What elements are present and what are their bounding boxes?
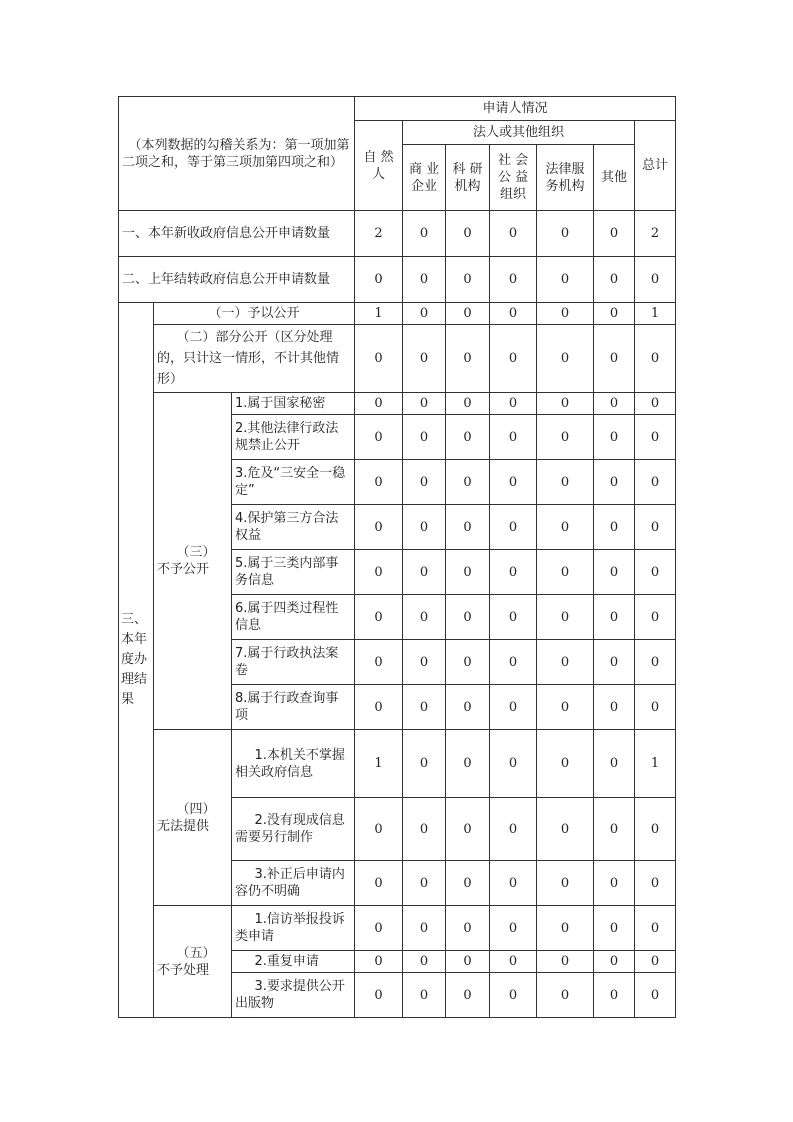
cell-value: 0 [490,257,537,303]
cell-value: 0 [403,505,446,550]
cell-value: 0 [446,550,490,595]
cell-value: 0 [403,640,446,685]
cell-value: 0 [446,861,490,906]
no-process-group-label: （五）不予处理 [154,906,232,1018]
cell-value: 0 [355,550,403,595]
cell-value: 0 [594,973,635,1018]
cell-value: 0 [355,325,403,393]
cell-value: 0 [403,730,446,798]
cell-value: 0 [594,951,635,973]
cell-value: 0 [594,730,635,798]
cell-value: 0 [355,505,403,550]
cell-value: 0 [490,973,537,1018]
col-natural-person: 自 然 人 [355,121,403,211]
cell-value: 0 [403,906,446,951]
cell-value: 0 [594,861,635,906]
cell-value: 0 [490,730,537,798]
not-open-group-label: （三）不予公开 [154,393,232,730]
cell-value: 0 [594,303,635,325]
cell-value: 0 [594,906,635,951]
cell-value: 0 [355,906,403,951]
cell-value: 0 [537,211,594,257]
cell-value: 0 [403,460,446,505]
cell-value: 0 [446,906,490,951]
cell-value: 0 [594,595,635,640]
cell-value: 0 [594,685,635,730]
cell-value: 0 [490,595,537,640]
row-label: （二）部分公开（区分处理的，只计这一情形，不计其他情形） [154,325,355,393]
cell-value: 0 [490,325,537,393]
cell-value: 0 [403,595,446,640]
relation-note: （本列数据的勾稽关系为：第一项加第二项之和，等于第三项加第四项之和） [119,97,355,211]
cell-value: 1 [635,303,676,325]
cell-value: 0 [594,415,635,460]
cell-value: 0 [594,550,635,595]
cell-value: 0 [635,685,676,730]
cell-value: 0 [537,730,594,798]
cell-value: 0 [355,685,403,730]
cell-value: 0 [446,973,490,1018]
cell-value: 0 [537,798,594,861]
cell-value: 0 [537,595,594,640]
cell-value: 0 [446,325,490,393]
cell-value: 0 [355,973,403,1018]
cell-value: 0 [594,460,635,505]
government-info-disclosure-table [118,96,676,1018]
cell-value: 0 [446,257,490,303]
cell-value: 0 [446,730,490,798]
cell-value: 2 [635,211,676,257]
cell-value: 0 [490,685,537,730]
row-label: 2.其他法律行政法规禁止公开 [232,415,355,460]
cell-value: 0 [403,951,446,973]
row-label: 3.危及“三安全一稳定” [232,460,355,505]
cell-value: 0 [635,393,676,415]
cell-value: 0 [537,303,594,325]
cell-value: 0 [355,798,403,861]
table-row [119,730,676,798]
cell-value: 0 [594,325,635,393]
cell-value: 0 [446,640,490,685]
cell-value: 0 [537,257,594,303]
cell-value: 0 [490,460,537,505]
row-label: （一）予以公开 [154,303,355,325]
table-row [119,211,676,257]
cell-value: 0 [446,505,490,550]
cell-value: 0 [537,460,594,505]
cell-value: 0 [490,906,537,951]
cell-value: 2 [355,211,403,257]
cell-value: 1 [355,303,403,325]
cell-value: 0 [635,640,676,685]
table-row [119,325,676,393]
cell-value: 0 [635,951,676,973]
col-research: 科 研 机构 [446,145,490,211]
col-total: 总计 [635,121,676,211]
cell-value: 0 [594,393,635,415]
table-row [119,906,676,951]
cell-value: 0 [355,460,403,505]
cell-value: 0 [635,906,676,951]
cell-value: 0 [446,211,490,257]
cell-value: 0 [594,211,635,257]
col-legal-service: 法律服 务机构 [537,145,594,211]
cell-value: 0 [355,393,403,415]
table-row [119,393,676,415]
cell-value: 0 [490,505,537,550]
legal-group-header: 法人或其他组织 [403,121,635,145]
table-row [119,303,676,325]
cell-value: 0 [635,460,676,505]
cell-value: 0 [355,640,403,685]
cell-value: 0 [490,550,537,595]
cell-value: 0 [490,640,537,685]
cell-value: 0 [403,861,446,906]
cell-value: 0 [403,303,446,325]
cell-value: 0 [490,861,537,906]
cell-value: 0 [446,415,490,460]
row-label: 3.要求提供公开出版物 [232,973,355,1018]
row-label: 8.属于行政查询事项 [232,685,355,730]
cell-value: 0 [355,861,403,906]
row-label: 1.信访举报投诉类申请 [232,906,355,951]
col-commercial: 商 业 企业 [403,145,446,211]
cell-value: 0 [403,325,446,393]
cell-value: 1 [355,730,403,798]
cell-value: 0 [446,393,490,415]
row-label: 2.没有现成信息需要另行制作 [232,798,355,861]
result-group-label: 三、本年度办理结果 [119,303,154,1018]
row-label: 5.属于三类内部事务信息 [232,550,355,595]
cell-value: 0 [537,393,594,415]
cell-value: 0 [403,415,446,460]
cell-value: 0 [635,550,676,595]
cell-value: 0 [537,951,594,973]
cell-value: 0 [446,951,490,973]
cell-value: 0 [537,906,594,951]
cell-value: 0 [635,325,676,393]
row-label: 1.属于国家秘密 [232,393,355,415]
applicant-header: 申请人情况 [355,97,676,121]
cell-value: 0 [594,640,635,685]
row-label: 1.本机关不掌握相关政府信息 [232,730,355,798]
cell-value: 0 [537,973,594,1018]
cell-value: 0 [355,257,403,303]
cell-value: 0 [490,303,537,325]
cell-value: 0 [355,415,403,460]
cell-value: 0 [537,550,594,595]
cell-value: 0 [403,798,446,861]
col-other: 其他 [594,145,635,211]
cell-value: 0 [635,973,676,1018]
cell-value: 0 [403,393,446,415]
cell-value: 0 [490,951,537,973]
cell-value: 0 [355,951,403,973]
cell-value: 0 [594,798,635,861]
cell-value: 0 [490,211,537,257]
cell-value: 0 [537,415,594,460]
cell-value: 0 [635,595,676,640]
cell-value: 0 [490,798,537,861]
cell-value: 0 [446,685,490,730]
cell-value: 0 [403,211,446,257]
row-label: 二、上年结转政府信息公开申请数量 [119,257,355,303]
row-label: 6.属于四类过程性信息 [232,595,355,640]
cell-value: 0 [403,550,446,595]
row-label: 2.重复申请 [232,951,355,973]
row-label: 4.保护第三方合法权益 [232,505,355,550]
table-row [119,257,676,303]
cell-value: 0 [635,257,676,303]
cell-value: 0 [446,595,490,640]
cell-value: 0 [490,415,537,460]
cell-value: 0 [537,505,594,550]
cell-value: 0 [635,798,676,861]
row-label: 3.补正后申请内容仍不明确 [232,861,355,906]
cell-value: 0 [403,973,446,1018]
cell-value: 0 [537,325,594,393]
cell-value: 0 [635,861,676,906]
cell-value: 0 [446,303,490,325]
row-label: 7.属于行政执法案卷 [232,640,355,685]
row-label: 一、本年新收政府信息公开申请数量 [119,211,355,257]
unable-group-label: （四）无法提供 [154,730,232,906]
cell-value: 1 [635,730,676,798]
cell-value: 0 [635,415,676,460]
cell-value: 0 [537,685,594,730]
cell-value: 0 [537,861,594,906]
cell-value: 0 [635,505,676,550]
cell-value: 0 [403,257,446,303]
cell-value: 0 [446,460,490,505]
col-public-welfare: 社 会 公 益 组织 [490,145,537,211]
cell-value: 0 [403,685,446,730]
cell-value: 0 [355,595,403,640]
cell-value: 0 [537,640,594,685]
cell-value: 0 [594,257,635,303]
cell-value: 0 [446,798,490,861]
cell-value: 0 [490,393,537,415]
cell-value: 0 [594,505,635,550]
